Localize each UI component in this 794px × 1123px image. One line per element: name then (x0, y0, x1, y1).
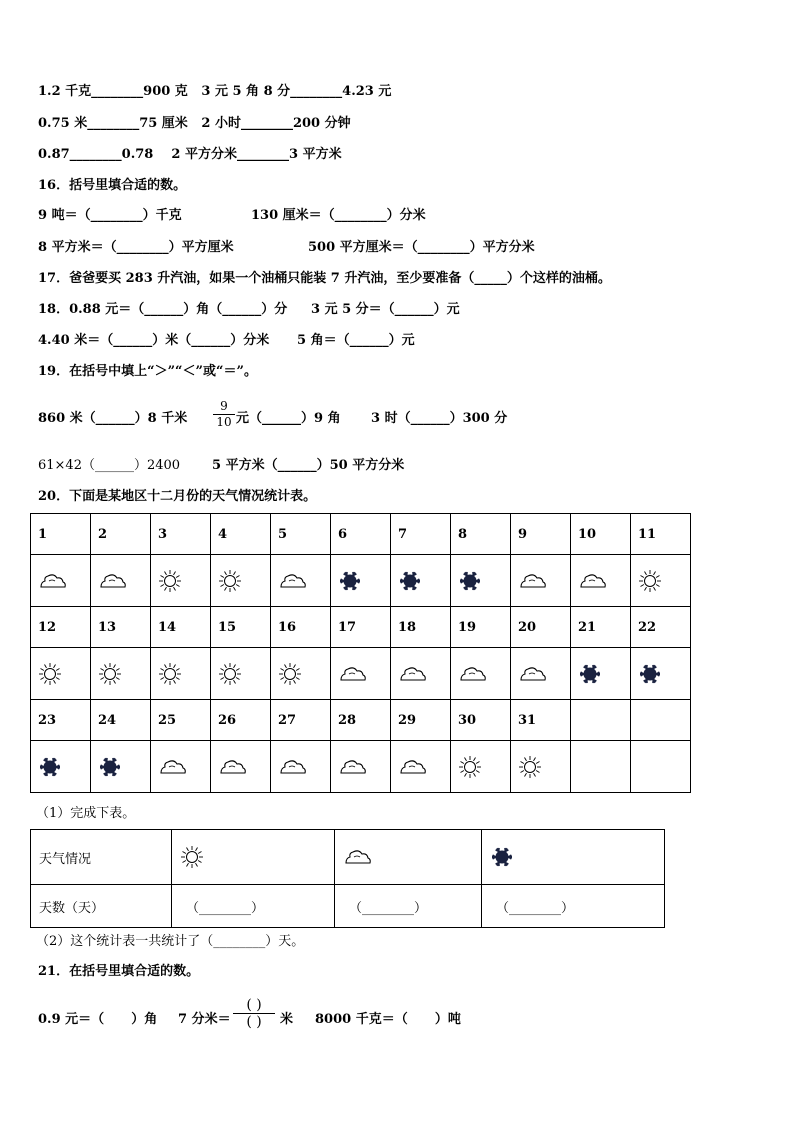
weather-summary-table (30, 829, 665, 928)
q16-title (38, 178, 186, 194)
calendar-day-number: 19 (451, 607, 511, 648)
sun-icon (278, 662, 330, 686)
q21-item-c-text: 8000 千克＝（ ）吨 (315, 1012, 461, 1027)
compare-line-3 (38, 147, 342, 163)
snowflake-icon (490, 845, 663, 869)
q21-item-b (178, 1012, 231, 1028)
q16-item-b: 130 厘米＝（________）分米 (251, 208, 426, 223)
q18-row-2b (297, 333, 415, 349)
calendar-day-number: 4 (211, 514, 271, 555)
sun-icon (158, 569, 210, 593)
calendar-weather-cell (631, 648, 691, 700)
q18-item-c: 4.40 米＝（______）米（______）分米 (38, 333, 270, 348)
blank-snowy-days: （________） (496, 900, 575, 916)
calendar-day-number: 2 (91, 514, 151, 555)
calendar-weather-cell (511, 741, 571, 793)
calendar-weather-cell (571, 741, 631, 793)
q19-title (38, 364, 257, 380)
sun-icon (518, 755, 570, 779)
snowflake-icon (98, 755, 150, 779)
cloud-icon (578, 572, 630, 590)
q16-row-2b (308, 240, 535, 256)
fraction-denominator: 10 (216, 415, 232, 429)
q21-item-a (38, 1012, 157, 1028)
sun-icon (38, 662, 90, 686)
q18-item-d: 5 角＝（______）元 (297, 333, 415, 348)
calendar-weather-cell (391, 648, 451, 700)
calendar-weather-cell (451, 648, 511, 700)
q19-item-c (371, 411, 507, 427)
calendar-day-number: 27 (271, 700, 331, 741)
calendar-day-row (31, 514, 691, 555)
q21-item-c (315, 1012, 461, 1028)
sun-icon (98, 662, 150, 686)
summary-row-weather (31, 830, 665, 885)
calendar-day-number: 26 (211, 700, 271, 741)
snowflake-icon (578, 662, 630, 686)
summary-days-sunny (172, 885, 335, 928)
q18-row-1 (38, 302, 287, 318)
calendar-weather-row (31, 648, 691, 700)
sun-icon (458, 755, 510, 779)
fraction-numerator: 9 (220, 399, 228, 413)
calendar-weather-cell (631, 741, 691, 793)
snowflake-icon (38, 755, 90, 779)
sun-icon (218, 569, 270, 593)
calendar-weather-cell (451, 555, 511, 607)
fraction-blank-numerator: ( ) (246, 997, 262, 1013)
q18-row-2 (38, 333, 269, 349)
calendar-day-number: 16 (271, 607, 331, 648)
calendar-day-number: 15 (211, 607, 271, 648)
summary-icon-cell-1 (172, 830, 335, 885)
q19-item-c-text: 3 时（______）300 分 (371, 411, 508, 426)
summary-days-snowy (482, 885, 665, 928)
calendar-day-row (31, 700, 691, 741)
q20-sub1 (36, 806, 135, 822)
q21-item-b-text: 7 分米＝ (178, 1012, 231, 1027)
calendar-weather-cell (331, 648, 391, 700)
calendar-weather-cell (331, 741, 391, 793)
summary-icon-cell-3 (482, 830, 665, 885)
calendar-day-number: 22 (631, 607, 691, 648)
summary-row-days (31, 885, 665, 928)
weather-calendar-table (30, 513, 691, 793)
snowflake-icon (638, 662, 690, 686)
calendar-weather-cell (631, 555, 691, 607)
calendar-weather-cell (391, 555, 451, 607)
calendar-weather-cell (571, 648, 631, 700)
calendar-day-number: 9 (511, 514, 571, 555)
cloud-icon (278, 758, 330, 776)
q18-row-1b (311, 302, 460, 318)
calendar-day-number: 7 (391, 514, 451, 555)
summary-label-days-text: 天数（天） (39, 900, 105, 916)
snowflake-icon (398, 569, 450, 593)
cloud-icon (98, 572, 150, 590)
cloud-icon (458, 665, 510, 683)
q19-fraction (213, 399, 235, 430)
calendar-day-number: 21 (571, 607, 631, 648)
cloud-icon (218, 758, 270, 776)
summary-days-cloudy (335, 885, 482, 928)
calendar-weather-cell (511, 648, 571, 700)
q16-title-text: 16．括号里填合适的数。 (38, 178, 187, 193)
q17-text: 17．爸爸要买 283 升汽油，如果一个油桶只能装 7 升汽油，至少要准备（_____）个这样的油桶。 (38, 271, 611, 286)
q16-item-d: 500 平方厘米＝（________）平方分米 (308, 240, 535, 255)
q19-item-e (212, 458, 404, 474)
q21-item-b-unit (280, 1012, 293, 1028)
q20-sub2 (36, 934, 304, 950)
q16-row-1b (251, 208, 426, 224)
q17 (38, 271, 611, 287)
calendar-day-number: 18 (391, 607, 451, 648)
q21-item-a-text: 0.9 元＝（ ）角 (38, 1012, 158, 1027)
calendar-weather-cell (151, 555, 211, 607)
calendar-weather-cell (271, 741, 331, 793)
calendar-day-number: 20 (511, 607, 571, 648)
calendar-weather-cell (151, 648, 211, 700)
q21-title (38, 964, 199, 980)
cloud-icon (518, 665, 570, 683)
compare-text-3: 0.87________0.78 2 平方分米________3 平方米 (38, 147, 342, 162)
calendar-day-number: 1 (31, 514, 91, 555)
q20-title-text: 20．下面是某地区十二月份的天气情况统计表。 (38, 489, 317, 504)
calendar-weather-cell (31, 741, 91, 793)
calendar-weather-cell (211, 648, 271, 700)
q21-blank-fraction (233, 997, 275, 1030)
calendar-day-number: 28 (331, 700, 391, 741)
calendar-day-number: 31 (511, 700, 571, 741)
blank-sunny-days: （________） (186, 900, 265, 916)
calendar-weather-cell (31, 648, 91, 700)
cloud-icon (338, 665, 390, 683)
calendar-weather-cell (91, 648, 151, 700)
compare-line-2 (38, 116, 351, 132)
calendar-weather-cell (211, 741, 271, 793)
cloud-icon (343, 848, 480, 866)
calendar-day-number: 8 (451, 514, 511, 555)
q19-item-b (236, 411, 341, 427)
q19-item-a (38, 411, 187, 427)
cloud-icon (518, 572, 570, 590)
calendar-day-number: 5 (271, 514, 331, 555)
sun-icon (158, 662, 210, 686)
q18-item-a: 18．0.88 元＝（______）角（______）分 (38, 302, 288, 317)
calendar-weather-row (31, 741, 691, 793)
q20-title (38, 489, 316, 505)
calendar-weather-cell (31, 555, 91, 607)
blank-cloudy-days: （________） (349, 900, 428, 916)
calendar-day-number: 11 (631, 514, 691, 555)
compare-text-1: 1.2 千克________900 克 3 元 5 角 8 分________4.23 元 (38, 84, 392, 99)
q19-item-d-text: 61×42（______）2400 (38, 458, 181, 473)
calendar-weather-cell (331, 555, 391, 607)
q19-item-d (38, 458, 180, 474)
calendar-day-number: 24 (91, 700, 151, 741)
q21-title-text: 21．在括号里填合适的数。 (38, 964, 200, 979)
calendar-day-number (631, 700, 691, 741)
sun-icon (638, 569, 690, 593)
calendar-weather-cell (271, 555, 331, 607)
q16-row-2 (38, 240, 234, 256)
calendar-weather-cell (391, 741, 451, 793)
summary-label-weather (31, 830, 172, 885)
q19-item-e-text: 5 平方米（______）50 平方分米 (212, 458, 405, 473)
cloud-icon (278, 572, 330, 590)
q16-item-a: 9 吨＝（________）千克 (38, 208, 182, 223)
snowflake-icon (458, 569, 510, 593)
q16-row-1 (38, 208, 182, 224)
cloud-icon (38, 572, 90, 590)
calendar-weather-cell (91, 741, 151, 793)
cloud-icon (398, 665, 450, 683)
snowflake-icon (338, 569, 390, 593)
calendar-day-number: 10 (571, 514, 631, 555)
calendar-day-number: 6 (331, 514, 391, 555)
calendar-weather-cell (91, 555, 151, 607)
fraction-blank-denominator: ( ) (246, 1014, 262, 1030)
cloud-icon (158, 758, 210, 776)
q19-title-text: 19．在括号中填上“＞”“＜”或“＝”。 (38, 364, 257, 379)
calendar-day-number: 12 (31, 607, 91, 648)
cloud-icon (338, 758, 390, 776)
calendar-day-number: 14 (151, 607, 211, 648)
cloud-icon (398, 758, 450, 776)
q18-item-b: 3 元 5 分＝（______）元 (311, 302, 460, 317)
calendar-weather-cell (211, 555, 271, 607)
calendar-weather-cell (271, 648, 331, 700)
summary-label-weather-text: 天气情况 (39, 851, 92, 867)
calendar-day-number: 13 (91, 607, 151, 648)
calendar-day-number: 23 (31, 700, 91, 741)
calendar-weather-cell (451, 741, 511, 793)
sun-icon (180, 845, 333, 869)
compare-text-2: 0.75 米________75 厘米 2 小时________200 分钟 (38, 116, 351, 131)
q16-item-c: 8 平方米＝（________）平方厘米 (38, 240, 234, 255)
summary-label-days (31, 885, 172, 928)
calendar-day-row (31, 607, 691, 648)
calendar-day-number: 29 (391, 700, 451, 741)
compare-line-1 (38, 84, 391, 100)
calendar-weather-cell (151, 741, 211, 793)
q20-sub2-text: （2）这个统计表一共统计了（________）天。 (36, 934, 305, 949)
calendar-weather-cell (571, 555, 631, 607)
sun-icon (218, 662, 270, 686)
calendar-weather-row (31, 555, 691, 607)
q20-sub1-text: （1）完成下表。 (36, 806, 136, 821)
calendar-weather-cell (511, 555, 571, 607)
q21-item-b-unit-text: 米 (280, 1012, 294, 1027)
summary-icon-cell-2 (335, 830, 482, 885)
calendar-day-number: 17 (331, 607, 391, 648)
calendar-day-number: 25 (151, 700, 211, 741)
calendar-day-number: 30 (451, 700, 511, 741)
q19-item-b-text: 元（______）9 角 (236, 411, 341, 426)
q19-item-a-text: 860 米（______）8 千米 (38, 411, 188, 426)
calendar-day-number (571, 700, 631, 741)
calendar-day-number: 3 (151, 514, 211, 555)
